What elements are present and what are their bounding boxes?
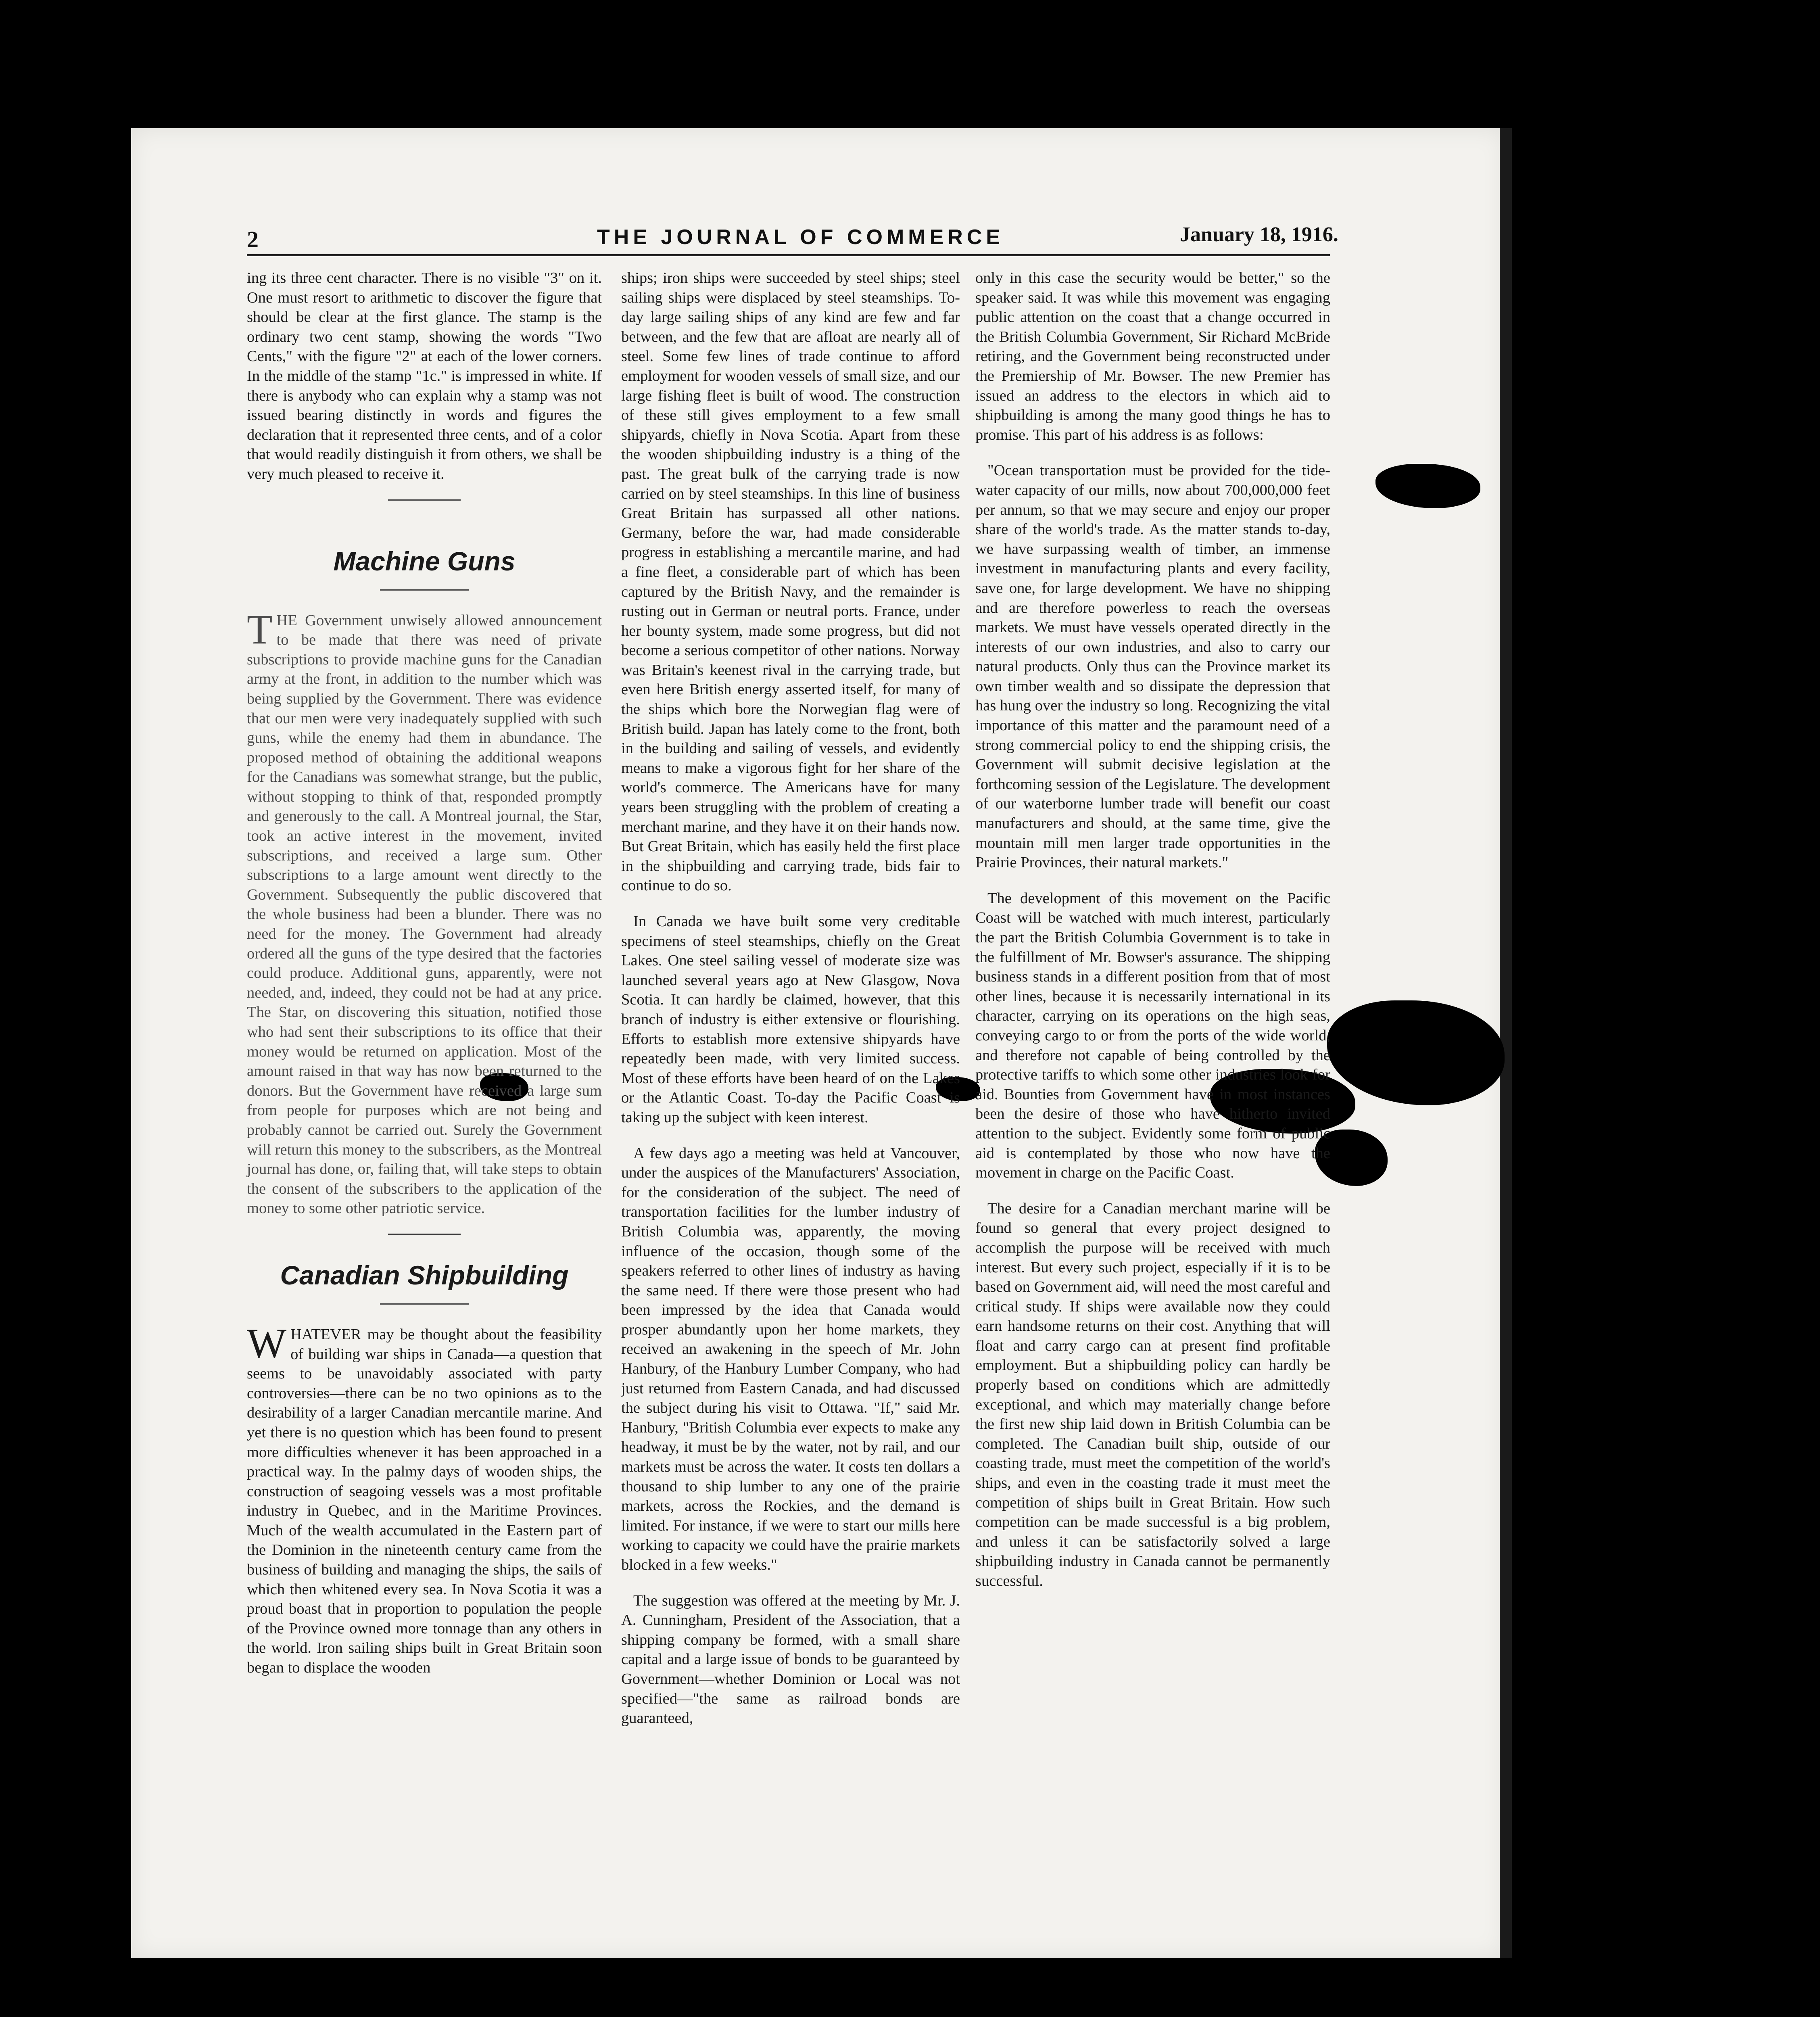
section-rule	[388, 1234, 461, 1235]
issue-date: January 18, 1916.	[1180, 223, 1338, 246]
machine-guns-text: HE Government unwisely allowed announcement to be made that there was need of private subscriptions to provide machine guns for the Canadian army at the front, in addition to the number which was being supplied by the Government. There was evidence that our men were very inadequately supplied with such guns, while the enemy had them in abundance. The proposed method of obtaining the additional weapons for the Canadians was somewhat strange, but the public, without stopping to think of that, responded promptly and generously to the call. A Montreal journal, the Star, took an active interest in the movement, invited subscriptions, and received a large sum. Other subscriptions to a large amount went directly to the Government. Subsequently the public discovered that the whole business had been a blunder. There was no need for the money. The Government had already ordered all the guns of the type desired that the factories could produce. Additional guns, apparently, were not needed, and, indeed, they could not be had at any price. The Star, on discovering this situation, notified those who had sent their subscriptions to its office that their money would be returned on application. Most of the amount raised in that way has now been returned to the donors. But the Government have received a large sum from people for purposes which are not being and probably cannot be carried out. Surely the Government will return this money to the subscribers, as the Montreal journal has done, or, failing that, will take steps to obtain the consent of the subscribers to the application of the money to some other patriotic service.	[247, 612, 602, 1217]
column-2	[621, 268, 960, 1728]
heading-rule	[380, 1303, 469, 1305]
header-rule	[247, 254, 1330, 256]
stamp-paragraph: ing its three cent character. There is no visible "3" on it. One must resort to arithmetic to discover the figure that should be clear at the first glance. The stamp is the ordinary two cent stamp, showing the words "Two Cents," with the figure "2" at each of the lower corners. In the middle of the stamp "1c." is impressed in white. If there is anybody who can explain why a stamp was not issued bearing distinctly in words and figures the declaration that it represented three cents, and of a color that would readily distinguish it from others, we shall be very much pleased to receive it.	[247, 269, 602, 482]
premier-quote: "Ocean transportation must be provided for the tide-water capacity of our mills, now about 700,000,000 feet per annum, so that we may secure and enjoy our proper share of the world's trade. As the matter stands to-day, we have surpassing wealth of timber, an immense investment in manufacturing plants and every facility, save one, for large development. We have no shipping and are therefore powerless to reach the overseas markets. We must have vessels operated directly in the interests of our own industries, and also to carry our natural products. Only thus can the Province market its own timber wealth and so dissipate the depression that has hung over the industry so long. Recognizing the vital importance of this matter and the paramount need of a strong commercial policy to end the shipping crisis, the Government will submit decisive legislation at the forthcoming session of the Legislature. The development of our waterborne lumber trade will benefit our coast manufacturers and should, at the same time, give the mountain mill men larger trade opportunities in the Prairie Provinces, their natural markets."	[975, 462, 1330, 871]
journal-title: THE JOURNAL OF COMMERCE	[597, 226, 1004, 249]
dropcap: W	[247, 1320, 287, 1367]
article-paragraph: The desire for a Canadian merchant marine will be found so general that every project designed to accomplish the purpose will be received with much interest. But every such project, especially if it is to be based on Government aid, will need the most careful and critical study. If ships were available now they could earn handsome returns on their cost. Anything that will float and carry cargo can at present find profitable employment. But a shipbuilding policy can hardly be properly based on conditions which are admittedly exceptional, and which may materially change before the first new ship laid down in British Columbia can be completed. The Canadian built ship, outside of our coasting trade, must meet the competition of the world's ships, and even in the coasting trade it must meet the competition of ships built in Great Britain. How such competition can be made successful is a big problem, and unless it can be satisfactorily solved a large shipbuilding industry in Canada cannot be permanently successful.	[975, 1200, 1330, 1589]
article-paragraph: In Canada we have built some very creditable specimens of steel steamships, chiefly on the Great Lakes. One steel sailing vessel of moderate size was launched several years ago at New Glasgow, Nova Scotia. It can hardly be claimed, however, that this branch of industry is either extensive or flourishing. Efforts to establish more extensive shipyards have repeatedly been made, with very limited success. Most of these efforts have been heard of on the Lakes or the Atlantic Coast. To-day the Pacific Coast is taking up the subject with keen interest.	[621, 913, 960, 1126]
article-paragraph: A few days ago a meeting was held at Vancouver, under the auspices of the Manufacturers' Association, for the consideration of the subject. The need of transportation facilities for the lumber industry of British Columbia was, apparently, the moving influence of the occasion, though some of the speakers referred to other lines of industry as having the same need. If there were those present who had been impressed by the idea that Canada would prosper abundantly upon her home markets, they received an awakening in the speech of Mr. John Hanbury, of the Hanbury Lumber Company, who had just returned from Eastern Canada, and had discussed the subject during his visit to Ottawa. "If," said Mr. Hanbury, "British Columbia ever expects to make any headway, it must be by the water, not by rail, and our markets must be across the water. It costs ten dollars a thousand to ship lumber to any one of the prairie markets, across the Rockies, and the demand is limited. For instance, if we were to start our mills here working to capacity we could have the prairie markets blocked in a few weeks."	[621, 1144, 960, 1573]
column-1	[247, 268, 602, 1678]
article-paragraph: The development of this movement on the Pacific Coast will be watched with much interest, particularly the part the British Columbia Government is to take in the fulfillment of Mr. Bowser's assurance. The shipping business stands in a different position from that of most other lines, because it is necessarily international in its character, carrying on its operations on the high seas, conveying cargo to or from the ports of the wide world, and therefore not capable of being controlled by the protective tariffs to which some other industries look for aid. Bounties from Government have in most instances been the desire of those who have hitherto invited attention to the subject. Evidently some form of public aid is contemplated by those who now have the movement in charge on the Pacific Coast.	[975, 889, 1330, 1182]
column-3	[975, 268, 1330, 1591]
page-number: 2	[247, 226, 259, 253]
shipbuilding-paragraph	[247, 1320, 602, 1678]
section-rule	[388, 499, 461, 501]
article-paragraph: ships; iron ships were succeeded by steel ships; steel sailing ships were displaced by steel steamships. To-day large sailing ships of any kind are few and far between, and the few that are afloat are nearly all of steel. Some few lines of trade continue to afford employment for wooden vessels of small size, and our large fishing fleet is built of wood. The construction of these still gives employment to a few small shipyards, chiefly in Nova Scotia. Apart from these the wooden shipbuilding industry is a thing of the past. The great bulk of the carrying trade is now carried on by steel steamships. In this line of business Great Britain has surpassed all other nations. Germany, before the war, had made considerable progress in establishing a mercantile marine, and had a fine fleet, a considerable part of which has been captured by the British Navy, and the remainder is rusting out in German or neutral ports. France, under her bounty system, made some progress, but did not become a serious competitor of other nations. Norway was Britain's keenest rival in the carrying trade, but even here British energy asserted itself, for many of the ships which bore the Norwegian flag were of British build. Japan has lately come to the front, both in the building and sailing of vessels, and evidently means to make a vigorous fight for her share of the world's commerce. The Americans have for many years been struggling with the problem of creating a merchant marine, and they have it on their hands now. But Great Britain, which has easily held the first place in the shipbuilding and carrying trade, bids fair to continue to do so.	[621, 269, 960, 894]
heading-rule	[380, 589, 469, 591]
heading-machine-guns: Machine Guns	[333, 546, 516, 576]
shipbuilding-text: HATEVER may be thought about the feasibility of building war ships in Canada—a question that seems to be unavoidably associated with party controversies—there can be no two opinions as to the desirability of a larger Canadian mercantile marine. And yet there is no question which has been found to present more difficulties whenever it has been approached in a practical way. In the palmy days of wooden ships, the construction of seagoing vessels was a most profitable industry in Quebec, and in the Maritime Provinces. Much of the wealth accumulated in the Eastern part of the Dominion in the nineteenth century came from the business of building and managing the ships, the sails of which then whitened every sea. In Nova Scotia it was a proud boast that in proportion to population the people of the Province owned more tonnage than any others in the world. Iron sailing ships built in Great Britain soon began to displace the wooden	[247, 1326, 602, 1677]
machine-guns-paragraph	[247, 606, 602, 1218]
dropcap: T	[247, 606, 273, 653]
article-paragraph: only in this case the security would be better," so the speaker said. It was while this movement was engaging public attention on the coast that a change occurred in the British Columbia Government, Sir Richard McBride retiring, and the Government being reconstructed under the Premiership of Mr. Bowser. The new Premier has issued an address to the electors in which aid to shipbuilding is among the many good things he has to promise. This part of his address is as follows:	[975, 269, 1330, 443]
heading-canadian-shipbuilding: Canadian Shipbuilding	[280, 1260, 569, 1290]
article-paragraph: The suggestion was offered at the meeting by Mr. J. A. Cunningham, President of the Association, that a shipping company be formed, with a small share capital and a large issue of bonds to be guaranteed by Government—whether Dominion or Local was not specified—"the same as railroad bonds are guaranteed,	[621, 1592, 960, 1727]
